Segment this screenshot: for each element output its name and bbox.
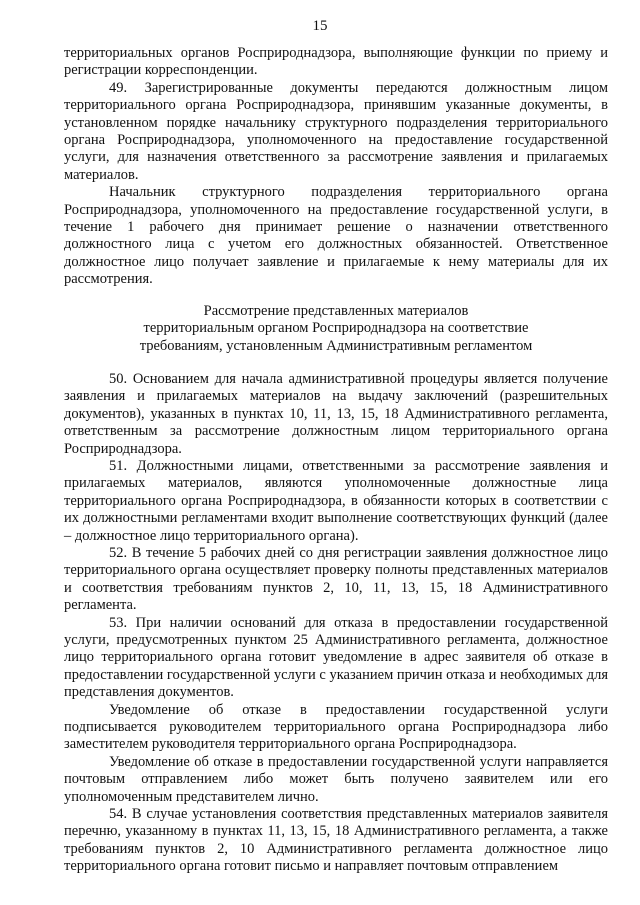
paragraph: территориальных органов Росприроднадзора, выполняющие функции по приему и регистрации корреспонденции.: [64, 45, 608, 79]
section-heading-line: территориальным органом Росприроднадзора на соответствие: [143, 320, 529, 337]
paragraph-49: 49. Зарегистрированные документы передаются должностным лицом территориального органа Росприроднадзора, принявшим указанные документы, в установленном порядке начальнику структурного подразделения территориального органа Росприроднадзора, уполномоченного на предоставление государственной услуги, для назначения ответственного за рассмотрение заявления и прилагаемых материалов.: [64, 79, 608, 183]
paragraph-50: 50. Основанием для начала административной процедуры является получение заявления и прилагаемых материалов на выдачу заключений (разрешительных документов), указанных в пунктах 10, 11, 13, 15, 18 Административного регламента, ответственным за рассмотрение должностным лицом территориального органа Росприроднадзора.: [64, 370, 608, 457]
section-heading: [64, 303, 608, 355]
paragraph: Уведомление об отказе в предоставлении государственной услуги направляется почтовым отправлением либо может быть получено заявителем или его уполномоченным представителем лично.: [64, 753, 608, 805]
paragraph: Уведомление об отказе в предоставлении государственной услуги подписывается руководителем территориального органа Росприроднадзора либо заместителем руководителя территориального органа Росприроднадзора.: [64, 701, 608, 753]
page-number: 15: [312, 18, 328, 34]
section-heading-line: требованиям, установленным Административным регламентом: [139, 337, 533, 354]
paragraph: Начальник структурного подразделения территориального органа Росприроднадзора, уполномоченного на предоставление государственной услуги, в течение 1 рабочего дня принимает решение о назначении ответственного должностного лица с учетом его должностных обязанностей. Ответственное должностное лицо получает заявление и прилагаемые к нему материалы для их рассмотрения.: [64, 184, 608, 288]
paragraph-52: 52. В течение 5 рабочих дней со дня регистрации заявления должностное лицо территориального органа осуществляет проверку полноты представленных материалов и соответствия требованиям пунктов 2, 10, 11, 13, 15, 18 Административного регламента.: [64, 544, 608, 614]
paragraph-53: 53. При наличии оснований для отказа в предоставлении государственной услуги, предусмотренных пунктом 25 Административного регламента, должностное лицо территориального органа готовит уведомление в адрес заявителя об отказе в предоставлении государственной услуги с указанием причин отказа и необходимых для представления документов.: [64, 614, 608, 701]
paragraph-54: 54. В случае установления соответствия представленных материалов заявителя перечню, указанному в пунктах 11, 13, 15, 18 Административного регламента, а также требованиям пунктов 2, 10 Административного регламента должностное лицо территориального органа готовит письмо и направляет почтовым отправлением: [64, 806, 608, 875]
paragraph-51: 51. Должностными лицами, ответственными за рассмотрение заявления и прилагаемых материалов, являются уполномоченные должностные лица территориального органа Росприроднадзора, в обязанности которых в соответствии с их должностными регламентами входит выполнение соответствующих функций (далее – должностное лицо территориального органа).: [64, 457, 608, 544]
section-heading-line: Рассмотрение представленных материалов: [203, 302, 469, 319]
document-body: [64, 45, 608, 876]
